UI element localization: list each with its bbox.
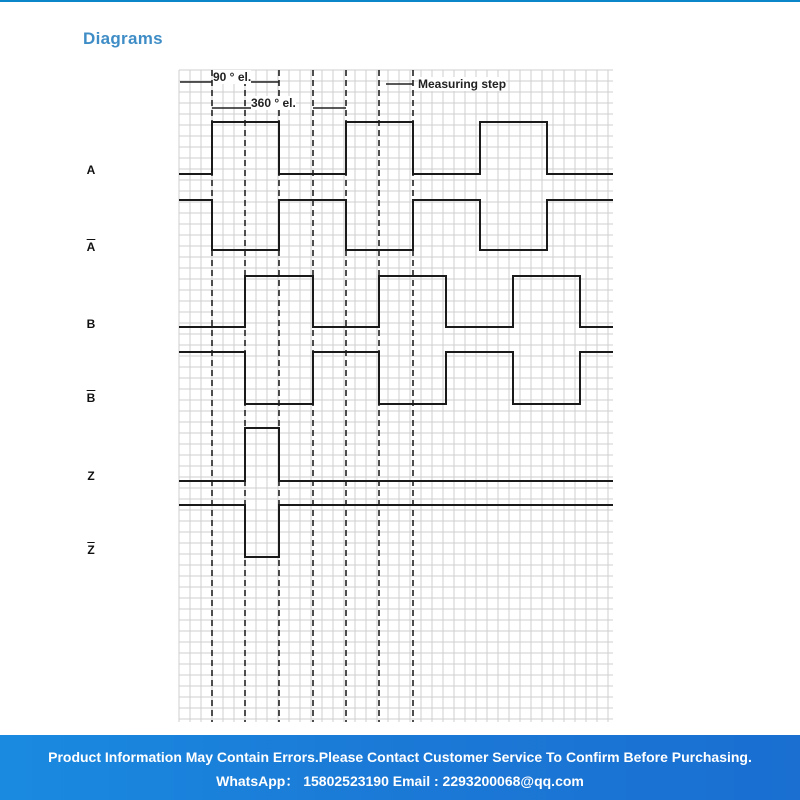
signal-label-z: Z: [87, 469, 95, 483]
signal-label-b-bar: $\overline{B}$: [86, 391, 96, 405]
signal-label-b: B: [86, 317, 96, 331]
measuring-step-label: Measuring step: [418, 77, 507, 91]
contact-info: WhatsApp： 15802523190 Email : 2293200068@qq.com: [216, 773, 584, 789]
waveform-z-bar: [179, 505, 613, 557]
angle-90-label: 90 ° el.: [213, 70, 252, 84]
page-title: Diagrams: [83, 29, 163, 48]
waveform-a-bar: [179, 200, 613, 250]
signal-label-a-bar: $\overline{A}$: [86, 240, 96, 254]
waveform-a: [179, 122, 613, 174]
disclaimer-text: Product Information May Contain Errors.Please Contact Customer Service To Confirm Before Purchasing.: [48, 749, 752, 765]
signal-label-a: A: [86, 163, 96, 177]
angle-360-label: 360 ° el.: [251, 96, 296, 110]
signal-label-z-bar: $\overline{Z}$: [87, 543, 95, 557]
disclaimer-banner: [0, 735, 800, 800]
